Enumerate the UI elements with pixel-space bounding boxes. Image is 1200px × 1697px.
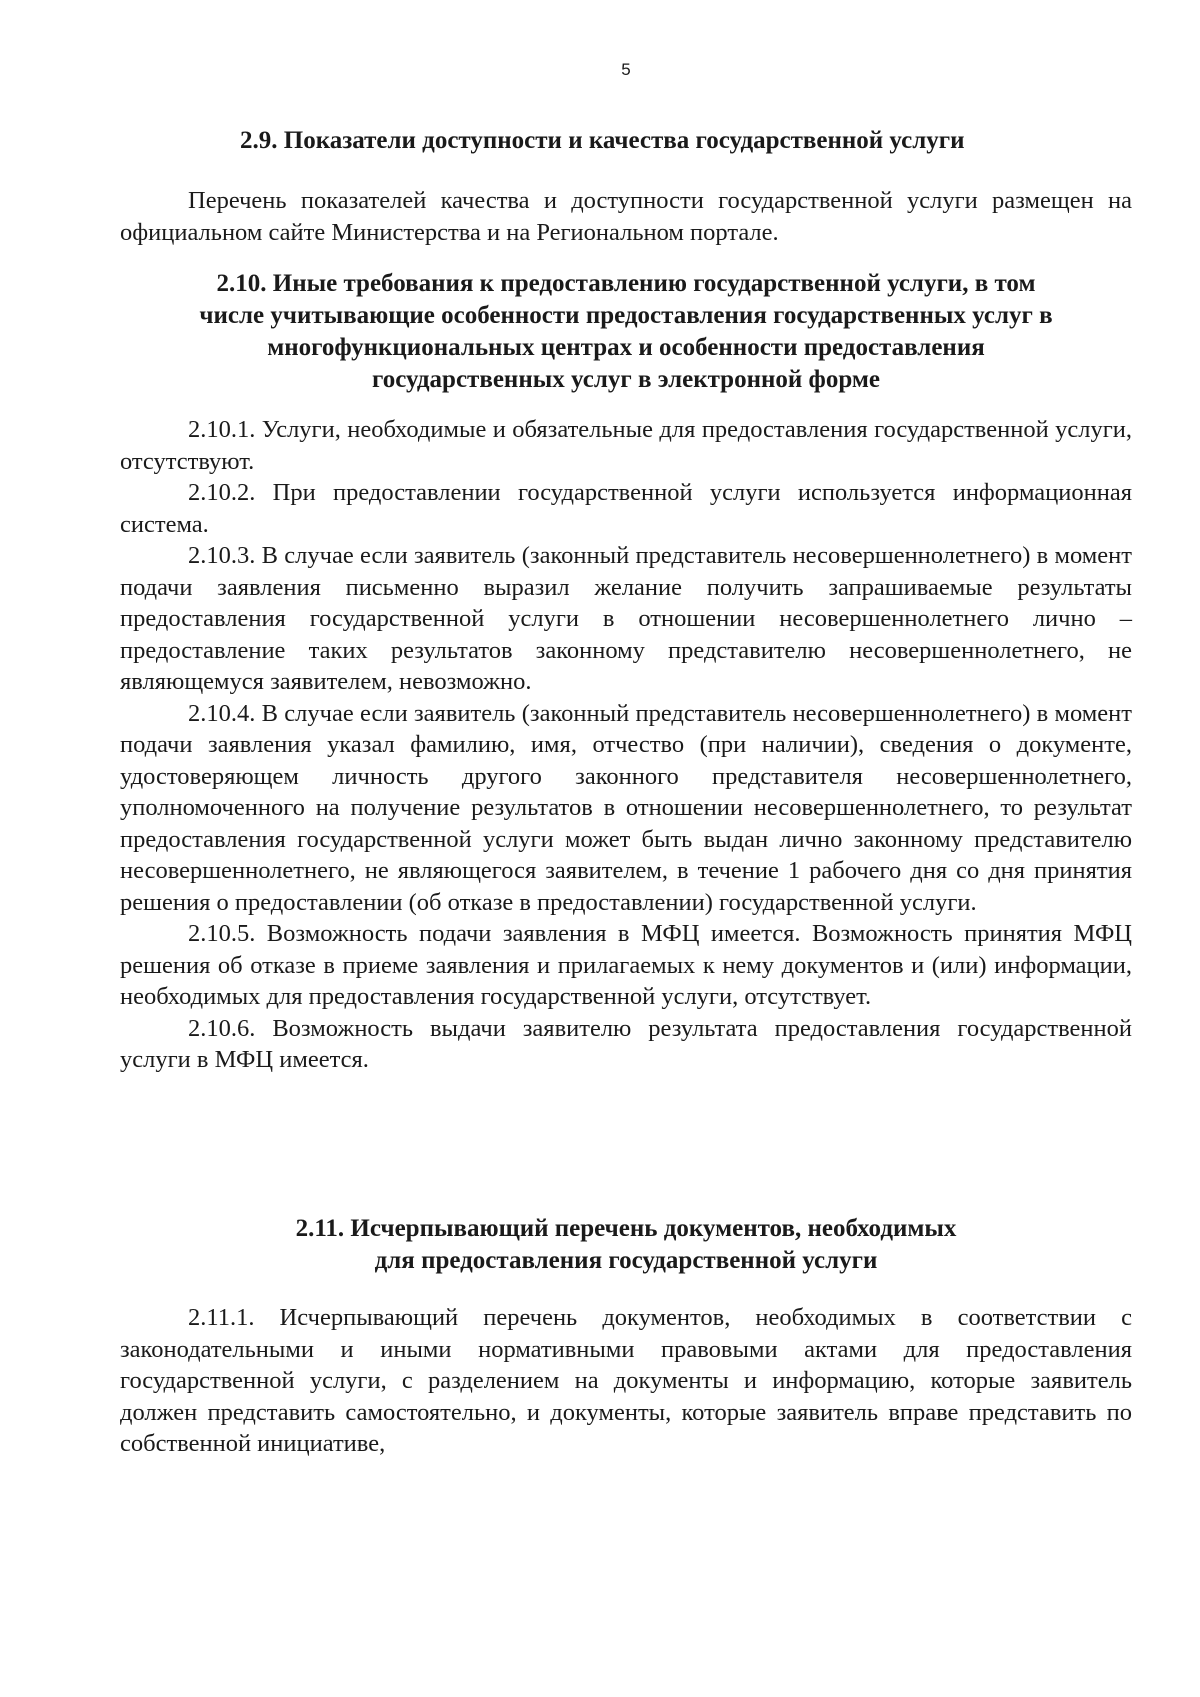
heading-line: многофункциональных центрах и особенности предоставления [267, 334, 985, 361]
paragraph-2-10-1: 2.10.1. Услуги, необходимые и обязательные для предоставления государственной услуги, отсутствуют. [120, 416, 1132, 475]
document-page [120, 0, 1132, 1697]
heading-line: государственных услуг в электронной форме [371, 366, 880, 393]
heading-line: для предоставления государственной услуги [374, 1247, 878, 1274]
paragraph-2-10-3: 2.10.3. В случае если заявитель (законный представитель несовершеннолетнего) в момент подачи заявления письменно выразил желание получить запрашиваемые результаты предоставления государственной услуги в отношении несовершеннолетнего лично – предоставление таких результатов законному представителю несовершеннолетнего, не являющемуся заявителем, невозможно. [120, 542, 1132, 695]
paragraph-2-10-4: 2.10.4. В случае если заявитель (законный представитель несовершеннолетнего) в момент подачи заявления указал фамилию, имя, отчество (при наличии), сведения о документе, удостоверяющем личность другого законного представителя несовершеннолетнего, уполномоченного на получение результатов в отношении несовершеннолетнего, то результат предоставления государственной услуги может быть выдан лично законному представителю несовершеннолетнего, не являющегося заявителем, в течение 1 рабочего дня со дня принятия решения о предоставлении (об отказе в предоставлении) государственной услуги. [120, 699, 1132, 916]
section-2-10-heading [120, 268, 1132, 396]
section-2-10-body [120, 414, 1132, 1076]
heading-line: числе учитывающие особенности предоставления государственных услуг в [199, 302, 1053, 329]
paragraph-2-10-2: 2.10.2. При предоставлении государственной услуги используется информационная система. [120, 479, 1132, 538]
heading-line: 2.11. Исчерпывающий перечень документов, необходимых [295, 1215, 957, 1242]
paragraph-2-10-6: 2.10.6. Возможность выдачи заявителю результата предоставления государственной услуги в МФЦ имеется. [120, 1014, 1132, 1073]
section-2-9-paragraph: Перечень показателей качества и доступности государственной услуги размещен на официальном сайте Министерства и на Региональном портале. [120, 187, 1132, 246]
paragraph-2-10-5: 2.10.5. Возможность подачи заявления в МФЦ имеется. Возможность принятия МФЦ решения об отказе в приеме заявления и прилагаемых к нему документов и (или) информации, необходимых для предоставления государственной услуги, отсутствует. [120, 920, 1132, 1010]
section-2-11-body [120, 1302, 1132, 1460]
section-2-9-heading: 2.9. Показатели доступности и качества государственной услуги [240, 127, 965, 154]
section-2-11-heading [120, 1213, 1132, 1277]
paragraph-2-11-1: 2.11.1. Исчерпывающий перечень документов, необходимых в соответствии с законодательными и иными нормативными правовыми актами для предоставления государственной услуги, с разделением на документы и информацию, которые заявитель должен представить самостоятельно, и документы, которые заявитель вправе представить по собственной инициативе, [120, 1304, 1132, 1457]
heading-line: 2.10. Иные требования к предоставлению государственной услуги, в том [216, 270, 1036, 297]
page-number: 5 [621, 60, 631, 79]
